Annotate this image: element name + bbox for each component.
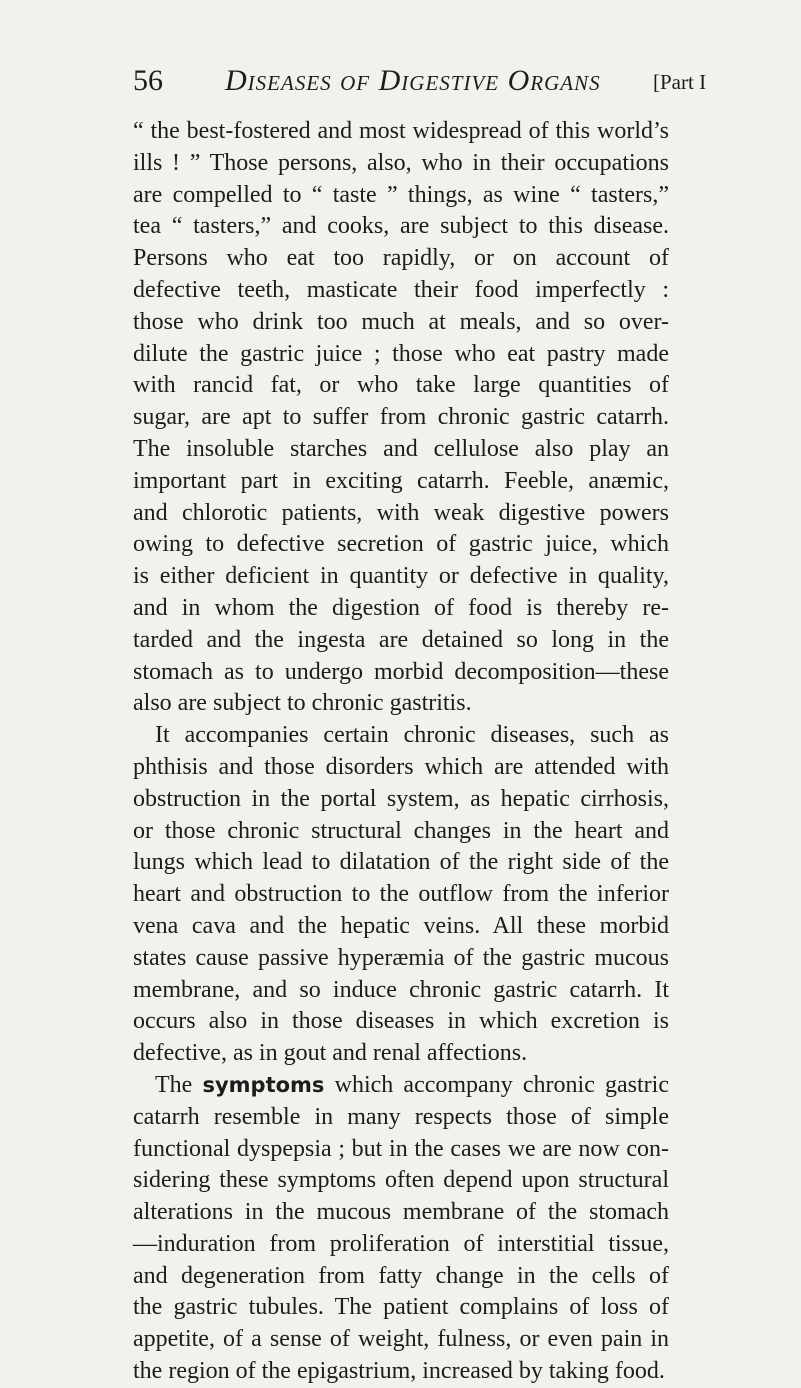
text-line: also are subject to chronic gastritis. bbox=[133, 690, 472, 717]
text-line: owing to defective secretion of gastric juice, which bbox=[133, 531, 669, 558]
text-line: the region of the epigastrium, increased by taking food. bbox=[133, 1358, 665, 1385]
text-fragment: The bbox=[155, 1071, 203, 1098]
text-line bbox=[133, 1070, 669, 1102]
text-line: those who drink too much at meals, and so over- bbox=[133, 308, 669, 335]
text-line: catarrh resemble in many respects those of simple bbox=[133, 1103, 669, 1130]
page-header bbox=[133, 62, 707, 102]
text-line: membrane, and so induce chronic gastric catarrh. It bbox=[133, 976, 669, 1003]
text-line: ills ! ” Those persons, also, who in their occupations bbox=[133, 149, 669, 176]
text-line: obstruction in the portal system, as hepatic cirrhosis, bbox=[133, 785, 669, 812]
text-line: dilute the gastric juice ; those who eat pastry made bbox=[133, 340, 669, 367]
text-line: It accompanies certain chronic diseases, such as bbox=[155, 722, 669, 749]
body-text bbox=[133, 116, 669, 1388]
text-fragment: which accompany chronic gastric bbox=[324, 1071, 669, 1098]
page-number: 56 bbox=[133, 64, 163, 97]
text-line: stomach as to undergo morbid decomposition—these bbox=[133, 658, 669, 685]
text-line: or those chronic structural changes in the heart and bbox=[133, 817, 669, 844]
text-line: alterations in the mucous membrane of the stomach bbox=[133, 1199, 669, 1226]
text-line: sugar, are apt to suffer from chronic gastric catarrh. bbox=[133, 404, 669, 431]
text-line: is either deficient in quantity or defective in quality, bbox=[133, 563, 669, 590]
text-line: with rancid fat, or who take large quantities of bbox=[133, 372, 669, 399]
text-line: phthisis and those disorders which are attended with bbox=[133, 753, 669, 780]
text-line: Persons who eat too rapidly, or on account of bbox=[133, 245, 669, 272]
text-line: and degeneration from fatty change in the cells of bbox=[133, 1262, 669, 1289]
text-line: important part in exciting catarrh. Feeble, anæmic, bbox=[133, 467, 669, 494]
text-line: and chlorotic patients, with weak digestive powers bbox=[133, 499, 669, 526]
text-line: are compelled to “ taste ” things, as wine “ tasters,” bbox=[133, 181, 669, 208]
text-line: defective teeth, masticate their food imperfectly : bbox=[133, 276, 669, 303]
text-line: occurs also in those diseases in which excretion is bbox=[133, 1008, 669, 1035]
text-line: vena cava and the hepatic veins. All these morbid bbox=[133, 912, 669, 939]
text-line: defective, as in gout and renal affections. bbox=[133, 1040, 528, 1067]
text-line: states cause passive hyperæmia of the gastric mucous bbox=[133, 944, 669, 971]
text-line: lungs which lead to dilatation of the right side of the bbox=[133, 849, 669, 876]
text-line: and in whom the digestion of food is thereby re- bbox=[133, 594, 669, 621]
text-line: —induration from proliferation of interstitial tissue, bbox=[133, 1230, 669, 1257]
text-line: sidering these symptoms often depend upon structural bbox=[133, 1167, 669, 1194]
part-label: [Part I bbox=[653, 70, 707, 94]
running-title: Diseases of Digestive Organs bbox=[225, 64, 601, 97]
text-line: appetite, of a sense of weight, fulness, or even pain in bbox=[133, 1326, 669, 1353]
text-line: functional dyspepsia ; but in the cases we are now con- bbox=[133, 1135, 669, 1162]
text-line: The insoluble starches and cellulose also play an bbox=[133, 435, 669, 462]
text-line: the gastric tubules. The patient complains of loss of bbox=[133, 1294, 669, 1321]
symptoms-heading: symptoms bbox=[202, 1072, 325, 1097]
text-line: tea “ tasters,” and cooks, are subject to this disease. bbox=[133, 213, 669, 240]
text-line: tarded and the ingesta are detained so long in the bbox=[133, 626, 669, 653]
text-line: “ the best-fostered and most widespread of this world’s bbox=[133, 118, 669, 144]
text-line: heart and obstruction to the outflow from the inferior bbox=[133, 881, 669, 908]
